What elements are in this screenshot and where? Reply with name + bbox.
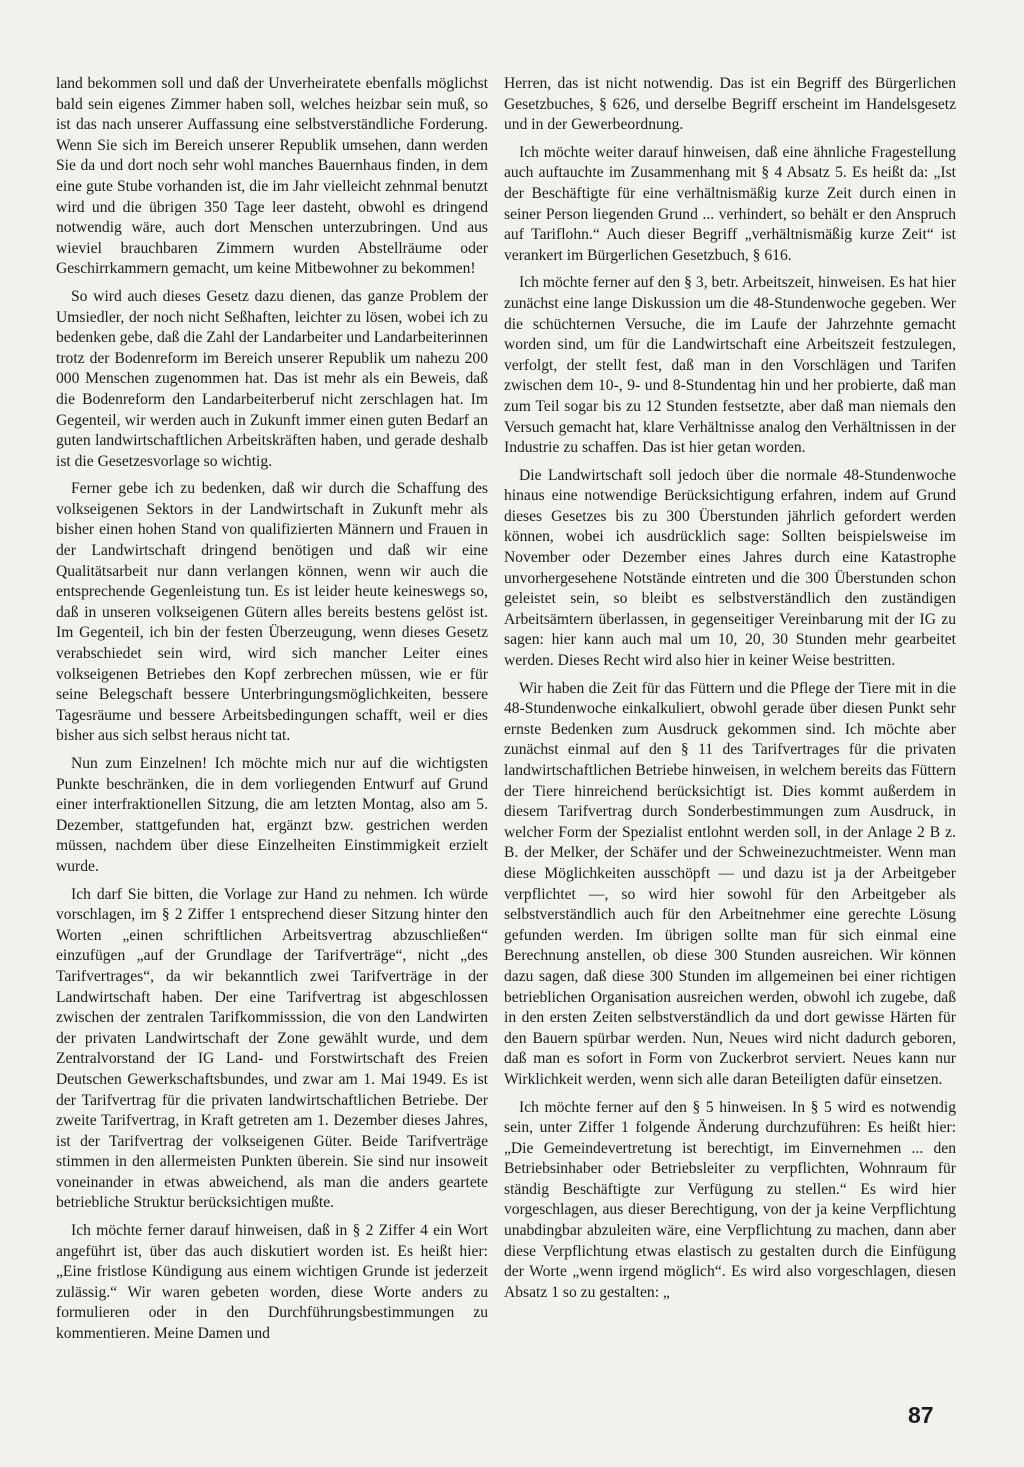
- page-number: 87: [908, 1402, 934, 1428]
- paragraph: Wir haben die Zeit für das Füttern und die Pflege der Tiere mit in die 48-Stundenwoche einkalkuliert, obwohl gerade über diesen Punkt sehr ernste Bedenken zum Ausdruck gekommen sind. Ich möchte aber zunächst einmal auf den § 11 des Tarifvertrages für die privaten landwirtschaftlichen Betriebe hinweisen, in welchem bereits das Füttern der Tiere hinreichend berücksichtigt ist. Dies kommt außerdem in diesem Tarifvertrag durch Sonderbestimmungen zum Ausdruck, in welcher Form der Spezialist entlohnt werden soll, in der Anlage 2 B z. B. der Melker, der Schäfer und der Schweinezuchtmeister. Wenn man diese Möglichkeiten ausschöpft — und dazu ist ja der Arbeitgeber verpflichtet —, so wird hier sowohl für den Arbeitgeber als selbstverständlich auch für den Arbeitnehmer eine gerechte Lösung gefunden werden. Im übrigen sollte man für sich einmal eine Berechnung anstellen, ob diese 300 Stunden ausreichen. Wir können dazu sagen, daß diese 300 Stunden im allgemeinen bei einer richtigen betrieblichen Organisation ausreichen werden, obwohl ich zugebe, daß in den ersten Zeiten selbstverständlich da und dort gewisse Härten für den Bauern spürbar werden. Nun, Neues wird nicht dadurch geboren, daß man es sofort in Form von Zuckerbrot serviert. Neues kann nur Wirklichkeit werden, wenn sich alle daran Beteiligten dafür einsetzen.: [504, 679, 956, 1088]
- paragraph: Ich möchte ferner darauf hinweisen, daß in § 2 Ziffer 4 ein Wort angeführt ist, über das auch diskutiert worden ist. Es heißt hier: „Eine fristlose Kündigung aus einem wichtigen Grunde ist jederzeit zulässig.“ Wir waren gebeten worden, diese Worte anders zu formulieren oder in den Durchführungsbestimmungen zu kommentieren. Meine Damen und: [56, 1222, 488, 1343]
- paragraph: Ich möchte weiter darauf hinweisen, daß eine ähnliche Fragestellung auch auftauchte im Zusammenhang mit § 4 Absatz 5. Es heißt da: „Ist der Beschäftigte für eine verhältnismäßig kurze Zeit durch einen in seiner Person liegenden Grund ... verhindert, so behält er den Anspruch auf Tariflohn.“ Auch dieser Begriff „verhältnismäßig kurze Zeit“ ist verankert im Bürgerlichen Gesetzbuch, § 616.: [504, 143, 956, 264]
- paragraph: Die Landwirtschaft soll jedoch über die normale 48-Stundenwoche hinaus eine notwendige Berücksichtigung erfahren, indem auf Grund dieses Gesetzes bis zu 300 Überstunden jährlich gefordert werden können, wobei ich ausdrücklich sage: Sollten beispielsweise im November oder Dezember eines Jahres durch eine Katastrophe unvorhergesehene Notstände eintreten und die 300 Überstunden schon geleistet sein, so bleibt es selbstverständlich den zuständigen Arbeitsämtern überlassen, in gegenseitiger Vereinbarung mit der IG zu sagen: hier kann auch mal um 10, 20, 30 Stunden mehr gearbeitet werden. Dieses Recht wird also hier in keiner Weise bestritten.: [504, 466, 956, 670]
- paragraph: land bekommen soll und daß der Unverheiratete ebenfalls möglichst bald sein eigenes Zimmer haben soll, welches heizbar sein muß, so ist das nach unserer Auffassung eine selbstverständliche Forderung. Wenn Sie sich im Bereich unserer Republik umsehen, dann werden Sie da und dort noch sehr wohl manches Bauernhaus finden, in dem eine gute Stube vorhanden ist, die im Jahr vielleicht zehnmal benutzt wird und die übrigen 350 Tage leer dasteht, obwohl es dringend notwendig wäre, auch dort Menschen unterzubringen. Und aus wieviel brauchbaren Zimmern wurden Abstellräume oder Geschirrkammern gemacht, um keine Mitbewohner zu bekommen!: [56, 75, 488, 278]
- paragraph: Nun zum Einzelnen! Ich möchte mich nur auf die wichtigsten Punkte beschränken, die in dem vorliegenden Entwurf auf Grund einer interfraktionellen Sitzung, die am letzten Montag, also am 5. Dezember, stattgefunden hat, ergänzt bzw. gestrichen werden müssen, nachdem über diese Einzelheiten Einstimmigkeit erzielt wurde.: [56, 755, 488, 875]
- paragraph: Ich möchte ferner auf den § 5 hinweisen. In § 5 wird es notwendig sein, unter Ziffer 1 folgende Änderung durchzuführen: Es heißt hier: „Die Gemeindevertretung ist berechtigt, im Einvernehmen ... den Betriebsinhaber oder Betriebsleiter zu verpflichten, Wohnraum für ständig Beschäftigte zur Verfügung zu stellen.“ Es wird hier vorgeschlagen, aus dieser Berechtigung, von der ja keine Verpflichtung unabdingbar abzuleiten wäre, eine Verpflichtung zu machen, dann aber diese Verpflichtung etwas elastisch zu gestalten durch die Einfügung der Worte „wenn irgend möglich“. Es wird also vorgeschlagen, diesen Absatz 1 so zu gestalten: „: [504, 1098, 956, 1301]
- paragraph: Ich möchte ferner auf den § 3, betr. Arbeitszeit, hinweisen. Es hat hier zunächst eine lange Diskussion um die 48-Stundenwoche gegeben. Wer die schüchternen Versuche, die im Laufe der Jahrzehnte gemacht worden sind, um für die Landwirtschaft eine Arbeitszeit festzulegen, verfolgt, der stellt fest, daß man in den Vorschlägen und Tarifen zwischen dem 10-, 9- und 8-Stundentag hin und her probierte, daß man zum Teil sogar bis zu 12 Stunden festsetzte, aber daß man niemals den Versuch gemacht hat, klare Verhältnisse analog den Verhältnissen in der Industrie zu schaffen. Das ist hier getan worden.: [504, 274, 956, 457]
- paragraph: Herren, das ist nicht notwendig. Das ist ein Begriff des Bürgerlichen Gesetzbuches, § 626, und derselbe Begriff erscheint im Handelsgesetz und in der Gewerbeordnung.: [504, 75, 956, 134]
- left-column: [56, 74, 488, 1352]
- paragraph: Ferner gebe ich zu bedenken, daß wir durch die Schaffung des volkseigenen Sektors in der Landwirtschaft in Zukunft mehr als bisher einen hohen Stand von qualifizierten Männern und Frauen in der Landwirtschaft dringend benötigen und daß wir eine Qualitätsarbeit nur dann verlangen können, wenn wir auch die entsprechende Gegenleistung tun. Es ist leider heute keineswegs so, daß in unseren volkseigenen Gütern alles bereits bestens gelöst ist. Im Gegenteil, ich bin der festen Überzeugung, wenn dieses Gesetz verabschiedet sein wird, wird sich mancher Leiter eines volkseigenen Betriebes den Kopf zerbrechen müssen, wie er für seine Belegschaft bessere Unterbringungsmöglichkeiten, bessere Tagesräume und bessere Arbeitsbedingungen schafft, weil er dies bisher aus sich selbst heraus nicht tat.: [56, 480, 488, 745]
- right-column: [504, 74, 956, 1310]
- paragraph: So wird auch dieses Gesetz dazu dienen, das ganze Problem der Umsiedler, der noch nicht Seßhaften, leichter zu lösen, wobei ich zu bedenken gebe, daß die Zahl der Landarbeiter und Landarbeiterinnen trotz der Bodenreform im Bereich unserer Republik um nahezu 200 000 Menschen zugenommen hat. Das ist mehr als ein Beweis, daß die Bodenreform den Landarbeiterberuf nicht zerschlagen hat. Im Gegenteil, wir werden auch in Zukunft immer einen guten Bedarf an guten landwirtschaftlichen Arbeitskräften haben, und gerade deshalb ist die Gesetzesvorlage so wichtig.: [56, 287, 488, 470]
- paragraph: Ich darf Sie bitten, die Vorlage zur Hand zu nehmen. Ich würde vorschlagen, im § 2 Ziffer 1 entsprechend dieser Sitzung hinter den Worten „einen schriftlichen Arbeitsvertrag abzuschließen“ einzufügen „auf der Grundlage der Tarifverträge“, nicht „des Tarifvertrages“, da wir bekanntlich zwei Tarifverträge in der Landwirtschaft haben. Der eine Tarifvertrag ist abgeschlossen zwischen der zentralen Tarifkommisssion, die von den Landwirten der privaten Landwirtschaft der Zone gewählt wurde, und dem Zentralvorstand der IG Land- und Forstwirtschaft des Freien Deutschen Gewerkschaftsbundes, und zwar am 1. Mai 1949. Es ist der Tarifvertrag für die privaten landwirtschaftlichen Betriebe. Der zweite Tarifvertrag, in Kraft getreten am 1. Dezember dieses Jahres, ist der Tarifvertrag der volkseigenen Güter. Beide Tarifverträge stimmen in den allermeisten Punkten überein. Sie sind nur insoweit voneinander in etwas abweichend, als man die anders geartete betriebliche Struktur berücksichtigen mußte.: [56, 885, 488, 1212]
